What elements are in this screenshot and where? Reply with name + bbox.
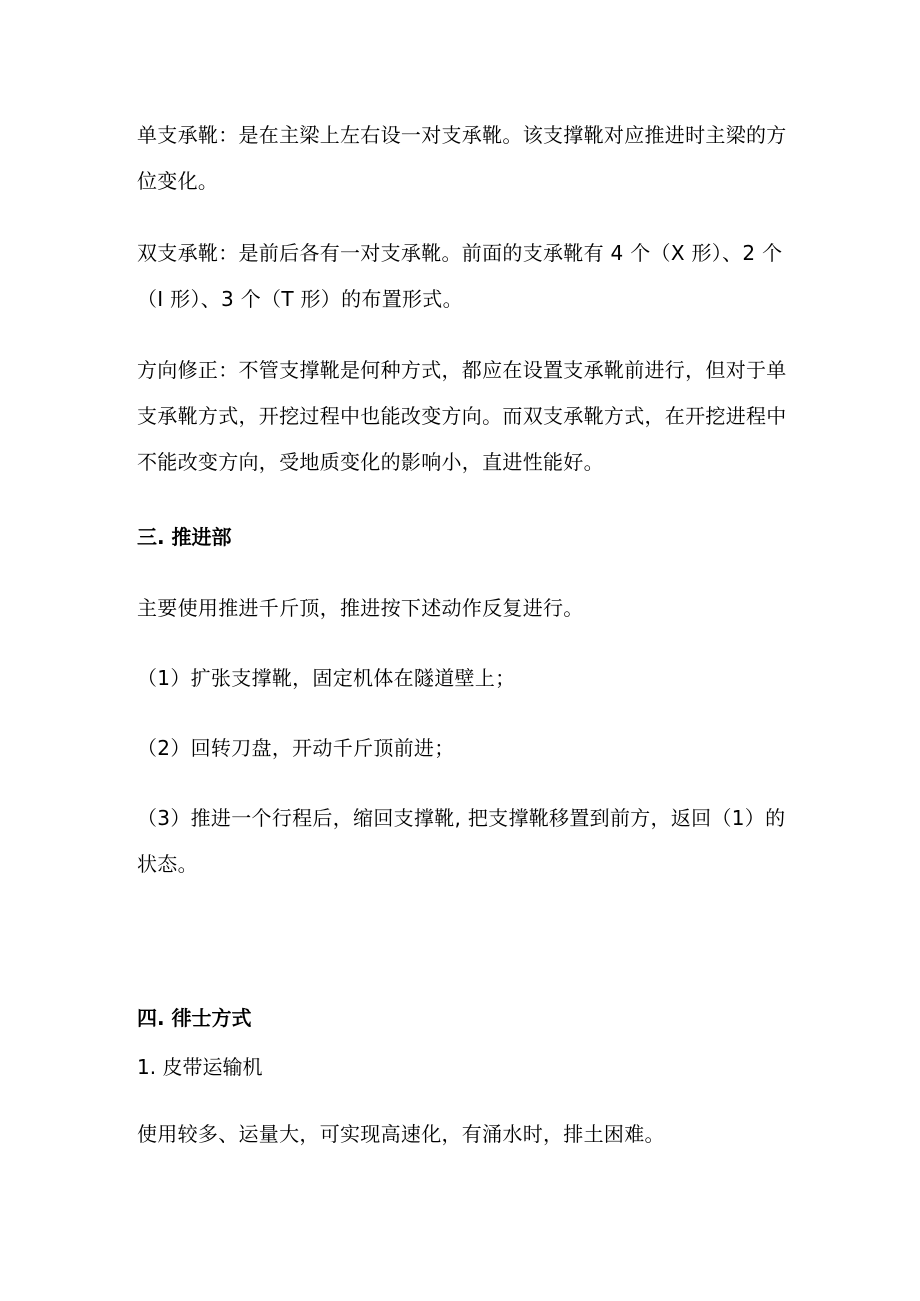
section-heading-propulsion: 三. 推进部 <box>137 525 232 549</box>
paragraph-propulsion-intro: 主要使用推进千斤顶，推进按下述动作反复进行。 <box>137 596 584 620</box>
paragraph-direction-correction: 方向修正：不管支撑靴是何种方式，都应在设置支承靴前进行，但对于单支承靴方式，开挖过程中也能改变方向。而双支承靴方式，在开挖进程中不能改变方向，受地质变化的影响小，直进性能好。 <box>137 358 787 474</box>
subheading-belt-conveyor: 1. 皮带运输机 <box>137 1055 263 1079</box>
list-item-step-2: （2）回转刀盘，开动千斤顶前进； <box>137 736 455 760</box>
paragraph-single-support: 单支承靴：是在主梁上左右设一对支承靴。该支撑靴对应推进时主梁的方位变化。 <box>137 123 787 193</box>
paragraph-double-support: 双支承靴：是前后各有一对支承靴。前面的支承靴有 4 个（X 形）、2 个（I 形）、3 个（T 形）的布置形式。 <box>137 241 783 311</box>
list-item-step-1: （1）扩张支撑靴，固定机体在隧道壁上； <box>137 666 516 690</box>
paragraph-belt-conveyor: 使用较多、运量大，可实现高速化，有涌水时，排土困难。 <box>137 1122 665 1146</box>
list-item-step-3: （3）推进一个行程后，缩回支撑靴, 把支撑靴移置到前方，返回（1）的状态。 <box>137 806 786 876</box>
section-heading-muck-removal: 四. 徘士方式 <box>137 1006 252 1030</box>
